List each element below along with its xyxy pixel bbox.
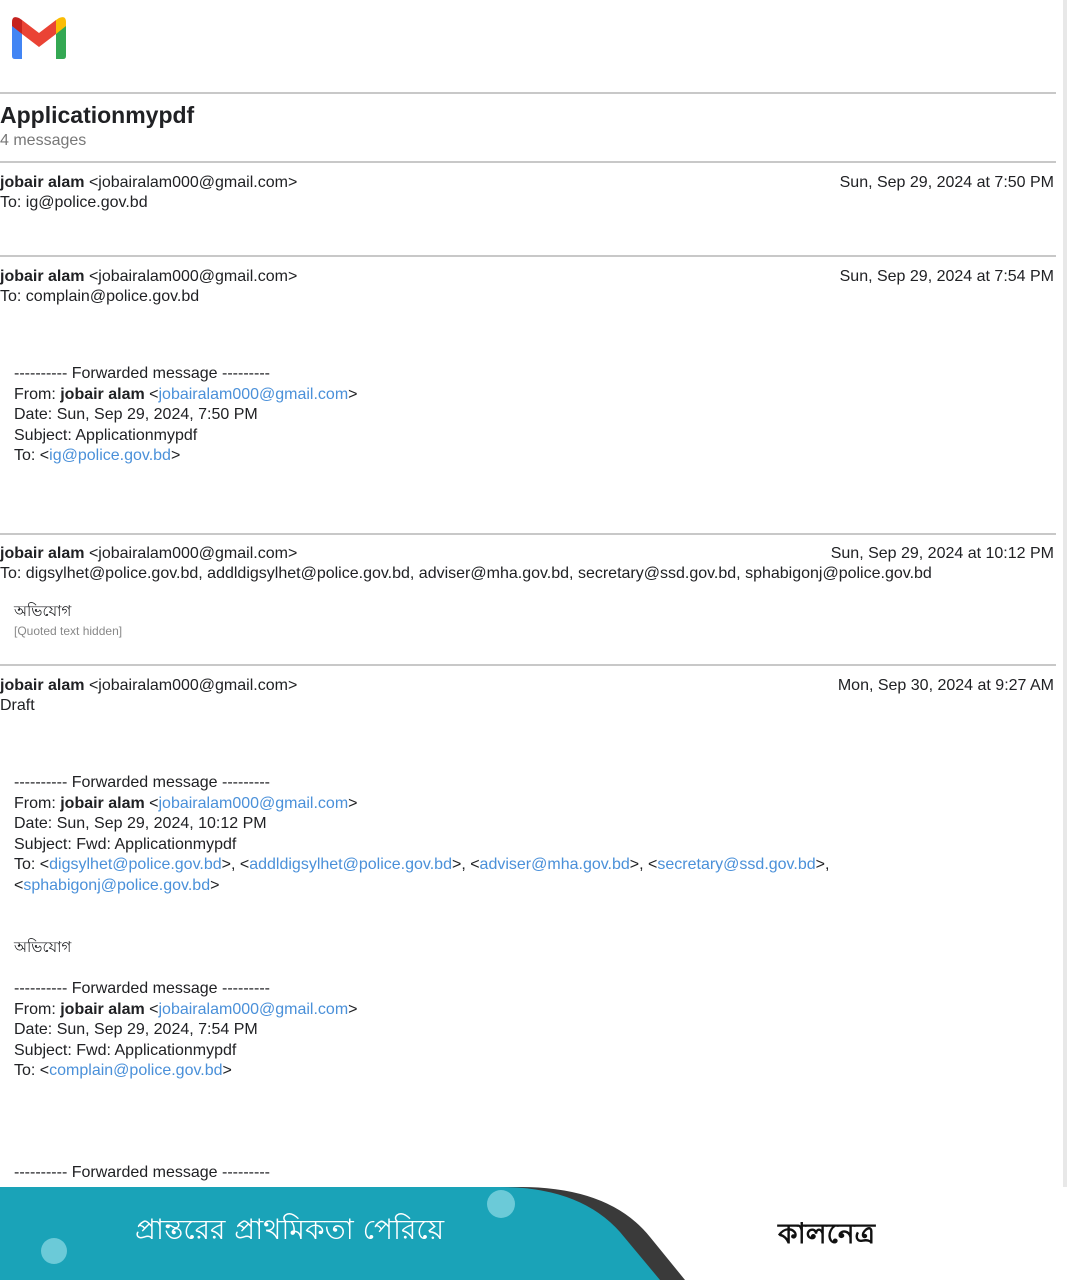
forwarded-date: Date: Sun, Sep 29, 2024, 7:54 PM	[14, 1021, 258, 1038]
message-3	[0, 544, 1056, 584]
forwarded-from: From: jobair alam <jobairalam000@gmail.com>	[14, 385, 358, 403]
divider	[0, 533, 1056, 535]
forwarded-date: Date: Sun, Sep 29, 2024, 10:12 PM	[14, 815, 267, 832]
divider	[0, 255, 1056, 257]
message-count: 4 messages	[0, 132, 87, 149]
quoted-text-toggle[interactable]: [Quoted text hidden]	[14, 624, 123, 638]
brand-name: কালনেত্র	[778, 1217, 876, 1250]
message-recipients: To: complain@police.gov.bd	[0, 288, 200, 305]
email-link[interactable]: sphabigonj@police.gov.bd	[23, 876, 211, 894]
forwarded-block	[14, 979, 358, 1082]
sender-email: <jobairalam000@gmail.com>	[88, 268, 298, 285]
forwarded-header-3: ---------- Forwarded message ---------	[14, 1164, 270, 1181]
forwarded-block	[14, 773, 829, 896]
forwarded-to: To: <complain@police.gov.bd>	[14, 1062, 232, 1079]
forwarded-date: Date: Sun, Sep 29, 2024, 7:50 PM	[14, 406, 258, 423]
message-date: Sun, Sep 29, 2024 at 7:50 PM	[839, 174, 1054, 191]
forwarded-subject: Subject: Fwd: Applicationmypdf	[14, 835, 237, 853]
forwarded-subject: Subject: Applicationmypdf	[14, 426, 198, 444]
forwarded-header: ---------- Forwarded message ---------	[14, 365, 270, 382]
forwarded-header: ---------- Forwarded message ---------	[14, 774, 270, 791]
sender-name: jobair alam	[0, 268, 85, 285]
forwarded-from-name: jobair alam	[60, 1000, 145, 1018]
divider	[0, 161, 1056, 163]
email-link[interactable]: secretary@ssd.gov.bd	[657, 856, 816, 873]
message-date: Mon, Sep 30, 2024 at 9:27 AM	[837, 677, 1054, 694]
email-link[interactable]: adviser@mha.gov.bd	[479, 856, 630, 873]
sender-name: jobair alam	[0, 545, 85, 562]
email-link[interactable]: jobairalam000@gmail.com	[158, 794, 349, 812]
divider	[0, 664, 1056, 666]
decor-bubble	[487, 1190, 515, 1218]
banner-caption: প্রান্তরের প্রাথমিকতা পেরিয়ে	[135, 1213, 445, 1246]
forwarded-to-cont: <sphabigonj@police.gov.bd>	[14, 876, 220, 894]
forwarded-from-name: jobair alam	[60, 794, 145, 812]
message-recipients: To: digsylhet@police.gov.bd, addldigsylhet@police.gov.bd, adviser@mha.gov.bd, secretary@ssd.gov.bd, sphabigonj@police.gov.bd	[0, 565, 932, 582]
message-recipients: To: ig@police.gov.bd	[0, 194, 148, 211]
forwarded-block	[14, 364, 358, 467]
sender-email: <jobairalam000@gmail.com>	[88, 174, 298, 191]
thread-subject: Applicationmypdf	[0, 102, 195, 128]
message-body: অভিযোগ	[14, 602, 72, 620]
message-2	[0, 267, 1056, 307]
email-link[interactable]: complain@police.gov.bd	[49, 1062, 223, 1079]
email-link[interactable]: ig@police.gov.bd	[49, 447, 171, 464]
email-link[interactable]: jobairalam000@gmail.com	[158, 385, 349, 403]
decor-bubble	[41, 1238, 67, 1264]
sender-name: jobair alam	[0, 174, 85, 191]
message-date: Sun, Sep 29, 2024 at 10:12 PM	[830, 545, 1054, 562]
sender-email: <jobairalam000@gmail.com>	[88, 677, 298, 694]
forwarded-from: From: jobair alam <jobairalam000@gmail.com>	[14, 794, 358, 812]
forwarded-to: To: <digsylhet@police.gov.bd>, <addldigsylhet@police.gov.bd>, <adviser@mha.gov.bd>, <secretary@ssd.gov.bd>,	[14, 856, 830, 873]
email-link[interactable]: jobairalam000@gmail.com	[158, 1000, 349, 1018]
sender-email: <jobairalam000@gmail.com>	[88, 545, 298, 562]
page-edge	[1063, 0, 1067, 1190]
forwarded-to: To: <ig@police.gov.bd>	[14, 447, 181, 464]
draft-label: Draft	[0, 697, 35, 714]
forwarded-header: ---------- Forwarded message ---------	[14, 980, 270, 997]
forwarded-from: From: jobair alam <jobairalam000@gmail.com>	[14, 1000, 358, 1018]
message-4	[0, 676, 1056, 716]
email-link[interactable]: addldigsylhet@police.gov.bd	[249, 856, 452, 873]
email-link[interactable]: digsylhet@police.gov.bd	[49, 856, 222, 873]
message-body: অভিযোগ	[14, 938, 72, 956]
forwarded-from-name: jobair alam	[60, 385, 145, 403]
gmail-logo-icon	[8, 12, 70, 62]
divider	[0, 92, 1056, 94]
message-date: Sun, Sep 29, 2024 at 7:54 PM	[839, 268, 1054, 285]
forwarded-subject: Subject: Fwd: Applicationmypdf	[14, 1041, 237, 1059]
sender-name: jobair alam	[0, 677, 85, 694]
message-1	[0, 173, 1056, 213]
